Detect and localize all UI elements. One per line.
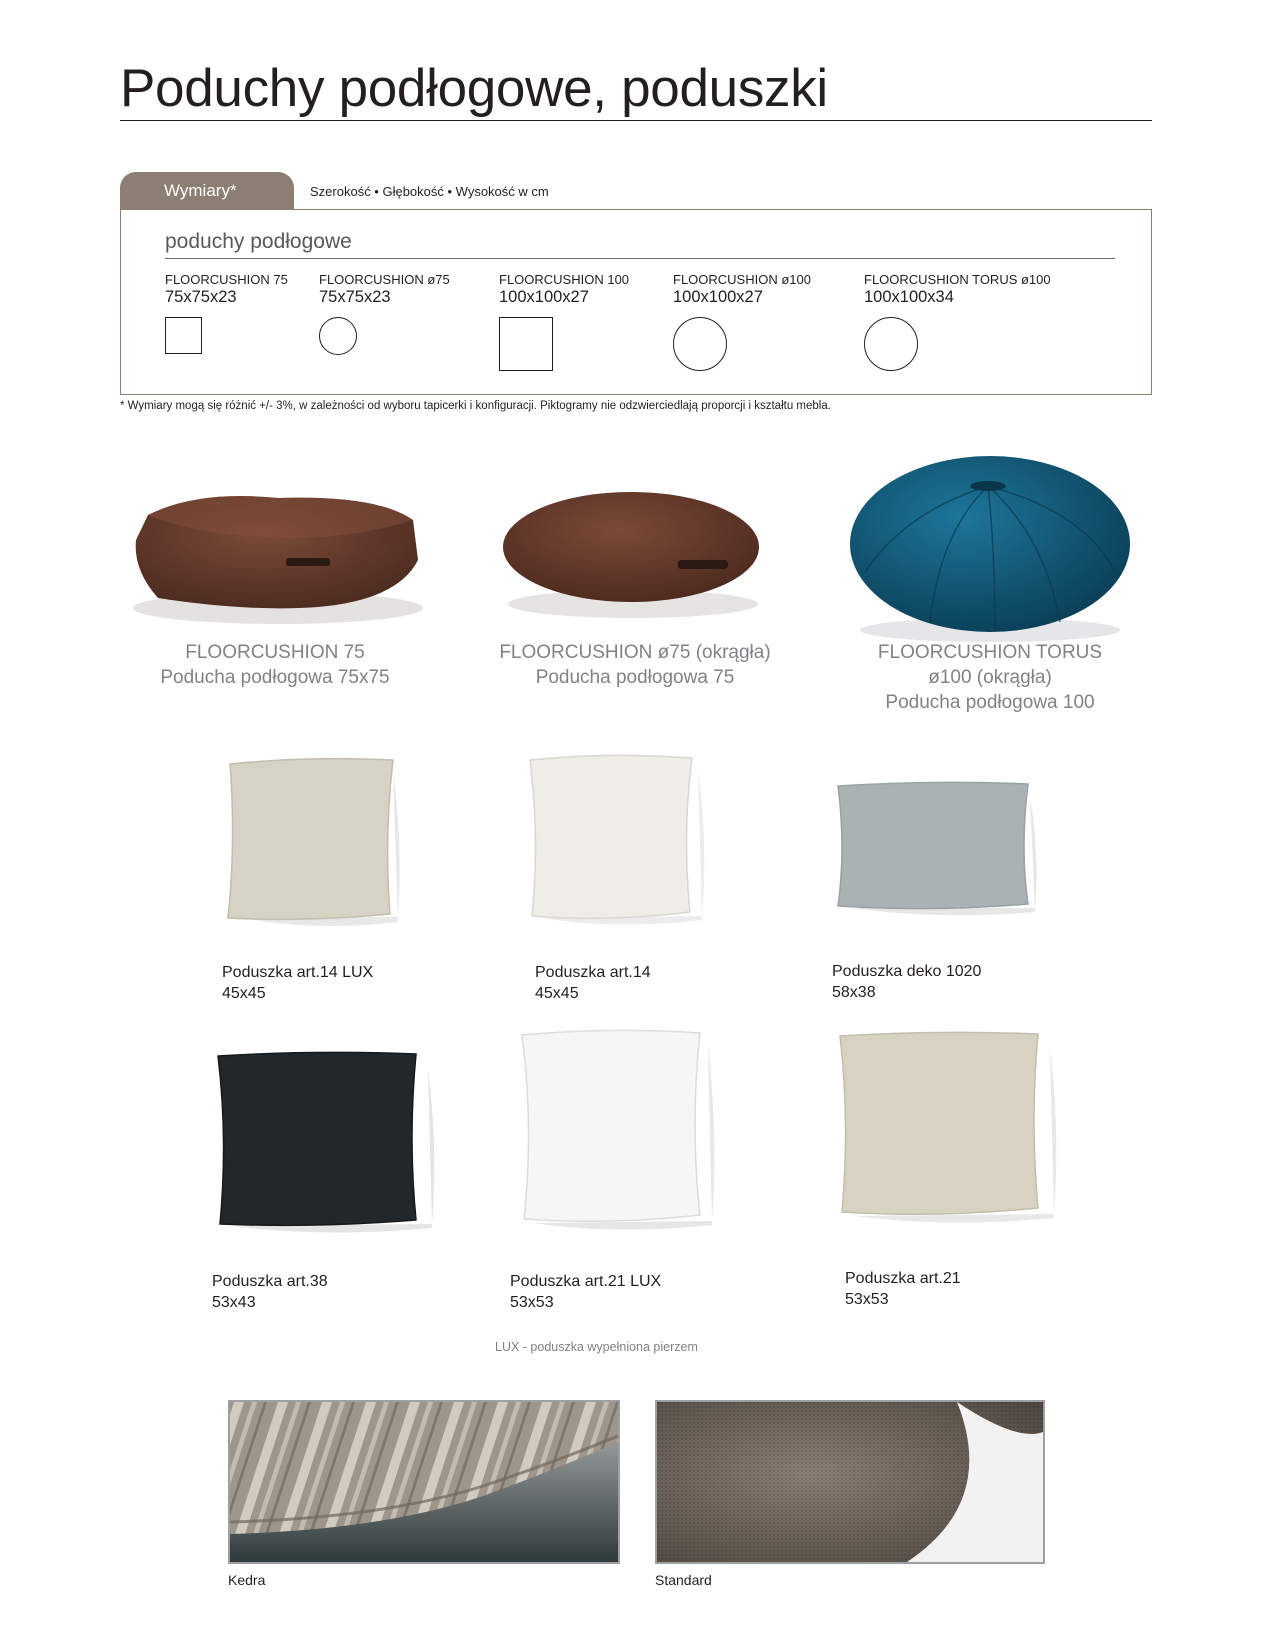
pillow-size: 53x53 <box>845 1291 889 1308</box>
floorcushion-description: Poducha podłogowa 75 <box>535 667 735 688</box>
circle-icon <box>319 317 357 355</box>
dimensions-section-label: poduchy podłogowe <box>165 230 352 253</box>
floorcushion-model: FLOORCUSHION ø75 (okrągła) <box>499 642 771 663</box>
dimension-name: FLOORCUSHION 100 <box>499 272 630 287</box>
floorcushion-description: Poducha podłogowa 75x75 <box>160 667 390 688</box>
page-title: Poduchy podłogowe, poduszki <box>120 59 828 118</box>
dimension-value: 100x100x27 <box>499 288 589 306</box>
dimension-item <box>864 272 1051 371</box>
dimensions-table <box>120 209 1152 395</box>
dimensions-description: Szerokość • Głębokość • Wysokość w cm <box>310 184 549 199</box>
pillow-name: Poduszka deko 1020 <box>832 963 982 980</box>
dimension-name: FLOORCUSHION ø100 <box>673 272 811 287</box>
dimension-item <box>319 272 450 355</box>
swatch-label-standard: Standard <box>655 1572 712 1588</box>
fabric-standard-image <box>657 1402 1043 1562</box>
pillow-size: 45x45 <box>535 985 579 1002</box>
pillow-art21-lux-image <box>512 1025 722 1240</box>
pillow-caption <box>845 1268 961 1310</box>
pillow-caption <box>832 961 981 1003</box>
circle-icon <box>673 317 727 371</box>
floorcushion-torus-image <box>845 452 1135 642</box>
pillow-art21-image <box>832 1028 1062 1233</box>
floorcushion-model: FLOORCUSHION 75 <box>185 642 365 663</box>
pillow-caption <box>535 962 651 1004</box>
dimension-item <box>499 272 629 371</box>
pillow-deko1020-image <box>830 778 1045 928</box>
pillow-name: Poduszka art.38 <box>212 1273 328 1290</box>
pillow-name: Poduszka art.21 LUX <box>510 1273 662 1290</box>
floorcushion-caption <box>480 640 790 690</box>
dimension-item <box>165 272 288 354</box>
floorcushion-description: Poducha podłogowa 100 <box>885 692 1095 713</box>
swatch-standard <box>655 1400 1045 1564</box>
floorcushion-square-image <box>128 480 428 630</box>
floorcushion-model: FLOORCUSHION TORUS <box>877 642 1103 663</box>
floorcushion-caption <box>850 640 1130 715</box>
pillow-size: 53x53 <box>510 1294 554 1311</box>
pillow-caption <box>222 962 373 1004</box>
pillow-art14-image <box>520 750 710 935</box>
dimensions-footnote: * Wymiary mogą się różnić +/- 3%, w zależności od wyboru tapicerki i konfiguracji. Piktogramy nie odzwierciedlają proporcji i kształtu mebla. <box>120 400 831 412</box>
title-divider <box>120 120 1152 121</box>
square-icon <box>165 317 202 354</box>
pillow-caption <box>510 1271 661 1313</box>
dimension-name: FLOORCUSHION 75 <box>165 272 288 287</box>
fabric-kedra-image <box>230 1402 618 1562</box>
section-divider <box>165 258 1115 259</box>
swatch-kedra <box>228 1400 620 1564</box>
dimension-item <box>673 272 811 371</box>
lux-note: LUX - poduszka wypełniona pierzem <box>495 1340 698 1354</box>
square-icon <box>499 317 553 371</box>
floorcushion-size: ø100 (okrągła) <box>928 667 1052 688</box>
dimension-name: FLOORCUSHION ø75 <box>319 272 450 287</box>
pillow-caption <box>212 1271 328 1313</box>
dimension-value: 75x75x23 <box>165 288 237 306</box>
dimensions-tab: Wymiary* <box>120 172 294 210</box>
pillow-size: 45x45 <box>222 985 266 1002</box>
pillow-name: Poduszka art.21 <box>845 1270 961 1287</box>
pillow-size: 58x38 <box>832 984 876 1001</box>
pillow-art14-lux-image <box>218 752 408 937</box>
dimension-name: FLOORCUSHION TORUS ø100 <box>864 272 1051 287</box>
floorcushion-round-image <box>498 482 768 622</box>
pillow-name: Poduszka art.14 <box>535 964 651 981</box>
circle-icon <box>864 317 918 371</box>
dimension-value: 100x100x34 <box>864 288 954 306</box>
floorcushion-caption <box>140 640 410 690</box>
dimension-value: 100x100x27 <box>673 288 763 306</box>
pillow-art38-image <box>210 1048 440 1243</box>
swatch-label-kedra: Kedra <box>228 1572 266 1588</box>
dimension-value: 75x75x23 <box>319 288 391 306</box>
pillow-name: Poduszka art.14 LUX <box>222 964 374 981</box>
pillow-size: 53x43 <box>212 1294 256 1311</box>
